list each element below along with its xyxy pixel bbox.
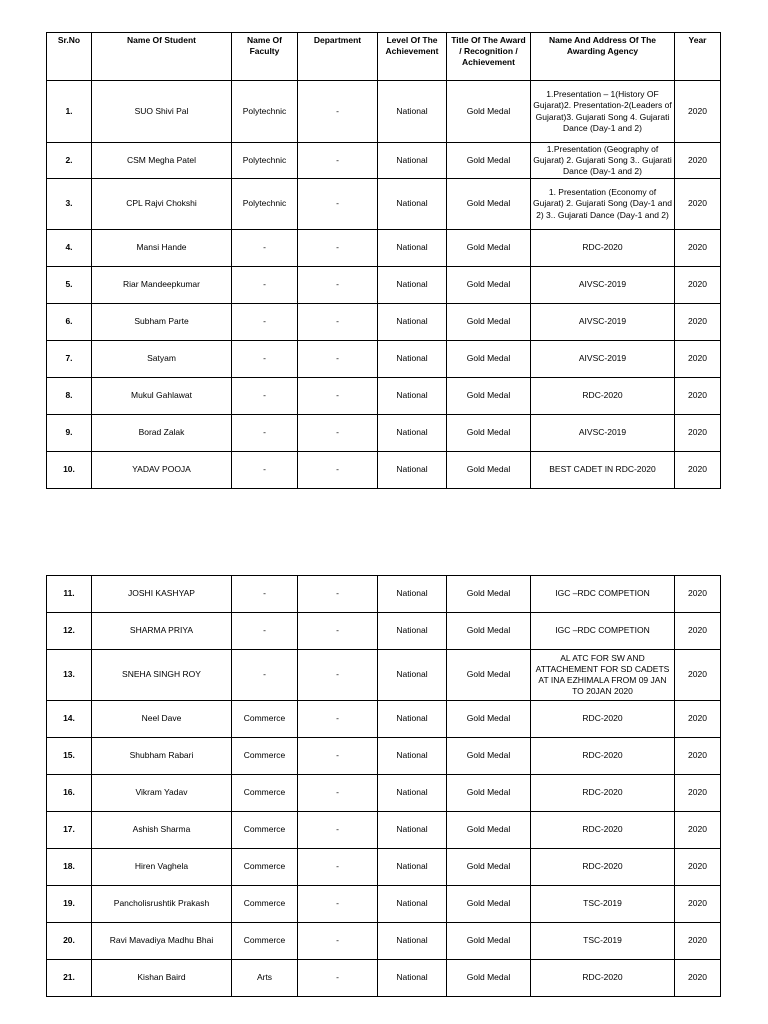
cell-faculty: Commerce [232,775,298,812]
cell-department: - [298,81,378,143]
cell-awarding-agency: RDC-2020 [531,701,675,738]
table-row [47,812,721,849]
cell-faculty: - [232,341,298,378]
cell-department: - [298,701,378,738]
cell-sr-no: 20. [47,923,92,960]
cell-awarding-agency: TSC-2019 [531,923,675,960]
cell-awarding-agency: RDC-2020 [531,812,675,849]
cell-student-name: Shubham Rabari [92,738,232,775]
header-faculty: Name Of Faculty [232,33,298,81]
cell-awarding-agency: AIVSC-2019 [531,341,675,378]
cell-department: - [298,452,378,489]
cell-year: 2020 [675,960,721,997]
cell-sr-no: 15. [47,738,92,775]
cell-year: 2020 [675,179,721,230]
cell-student-name: Ashish Sharma [92,812,232,849]
cell-faculty: - [232,230,298,267]
cell-faculty: - [232,650,298,701]
cell-student-name: SHARMA PRIYA [92,613,232,650]
cell-award-title: Gold Medal [447,230,531,267]
cell-awarding-agency: RDC-2020 [531,960,675,997]
table-row [47,650,721,701]
cell-student-name: Mukul Gahlawat [92,378,232,415]
cell-student-name: Ravi Mavadiya Madhu Bhai [92,923,232,960]
cell-faculty: - [232,378,298,415]
cell-awarding-agency: RDC-2020 [531,738,675,775]
cell-sr-no: 19. [47,886,92,923]
cell-student-name: SNEHA SINGH ROY [92,650,232,701]
cell-student-name: Vikram Yadav [92,775,232,812]
cell-faculty: - [232,304,298,341]
cell-award-title: Gold Medal [447,775,531,812]
cell-year: 2020 [675,775,721,812]
cell-student-name: Kishan Baird [92,960,232,997]
table-row [47,179,721,230]
table-2-body [47,576,721,997]
cell-student-name: Hiren Vaghela [92,849,232,886]
cell-level: National [378,812,447,849]
cell-student-name: JOSHI KASHYAP [92,576,232,613]
cell-year: 2020 [675,230,721,267]
cell-student-name: Riar Mandeepkumar [92,267,232,304]
cell-department: - [298,341,378,378]
cell-student-name: YADAV POOJA [92,452,232,489]
cell-department: - [298,415,378,452]
cell-level: National [378,923,447,960]
cell-level: National [378,452,447,489]
cell-faculty: - [232,452,298,489]
cell-award-title: Gold Medal [447,613,531,650]
table-row [47,415,721,452]
cell-sr-no: 14. [47,701,92,738]
cell-awarding-agency: TSC-2019 [531,886,675,923]
table-row [47,576,721,613]
cell-awarding-agency: RDC-2020 [531,849,675,886]
cell-sr-no: 9. [47,415,92,452]
cell-sr-no: 10. [47,452,92,489]
cell-year: 2020 [675,886,721,923]
table-row [47,341,721,378]
header-department: Department [298,33,378,81]
cell-department: - [298,576,378,613]
cell-level: National [378,849,447,886]
cell-sr-no: 6. [47,304,92,341]
cell-year: 2020 [675,650,721,701]
cell-department: - [298,886,378,923]
table-header-row [47,33,721,81]
cell-awarding-agency: 1. Presentation (Economy of Gujarat) 2. Gujarati Song (Day-1 and 2) 3.. Gujarati Dance (Day-1 and 2) [531,179,675,230]
cell-level: National [378,960,447,997]
cell-awarding-agency: RDC-2020 [531,775,675,812]
cell-level: National [378,341,447,378]
cell-faculty: Commerce [232,738,298,775]
table-row [47,81,721,143]
cell-award-title: Gold Medal [447,81,531,143]
cell-sr-no: 5. [47,267,92,304]
cell-year: 2020 [675,576,721,613]
cell-department: - [298,738,378,775]
cell-year: 2020 [675,452,721,489]
cell-year: 2020 [675,143,721,179]
cell-awarding-agency: IGC –RDC COMPETION [531,613,675,650]
cell-department: - [298,812,378,849]
cell-year: 2020 [675,341,721,378]
cell-year: 2020 [675,304,721,341]
cell-student-name: Neel Dave [92,701,232,738]
cell-awarding-agency: 1.Presentation – 1(History OF Gujarat)2. Presentation-2(Leaders of Gujarat)3. Gujarati Song 4. Gujarati Dance (Day-1 and 2) [531,81,675,143]
cell-sr-no: 11. [47,576,92,613]
cell-award-title: Gold Medal [447,304,531,341]
cell-year: 2020 [675,738,721,775]
cell-sr-no: 18. [47,849,92,886]
cell-sr-no: 21. [47,960,92,997]
cell-student-name: Satyam [92,341,232,378]
cell-level: National [378,81,447,143]
cell-level: National [378,576,447,613]
cell-faculty: Arts [232,960,298,997]
cell-award-title: Gold Medal [447,415,531,452]
cell-sr-no: 16. [47,775,92,812]
header-year: Year [675,33,721,81]
cell-faculty: Commerce [232,923,298,960]
cell-sr-no: 7. [47,341,92,378]
cell-award-title: Gold Medal [447,923,531,960]
table-row [47,738,721,775]
cell-faculty: Commerce [232,701,298,738]
cell-faculty: Commerce [232,886,298,923]
cell-department: - [298,613,378,650]
cell-awarding-agency: RDC-2020 [531,378,675,415]
table-1-body [47,81,721,489]
cell-student-name: SUO Shivi Pal [92,81,232,143]
cell-award-title: Gold Medal [447,378,531,415]
cell-year: 2020 [675,849,721,886]
cell-faculty: Commerce [232,849,298,886]
cell-faculty: Commerce [232,812,298,849]
cell-year: 2020 [675,415,721,452]
cell-sr-no: 1. [47,81,92,143]
achievements-table-1 [46,32,721,489]
cell-department: - [298,304,378,341]
cell-awarding-agency: AIVSC-2019 [531,267,675,304]
table-row [47,378,721,415]
cell-sr-no: 4. [47,230,92,267]
cell-level: National [378,267,447,304]
table-row [47,267,721,304]
cell-year: 2020 [675,613,721,650]
cell-department: - [298,849,378,886]
cell-year: 2020 [675,378,721,415]
cell-department: - [298,775,378,812]
cell-sr-no: 12. [47,613,92,650]
cell-level: National [378,230,447,267]
cell-student-name: Subham Parte [92,304,232,341]
cell-department: - [298,267,378,304]
cell-level: National [378,415,447,452]
cell-student-name: Borad Zalak [92,415,232,452]
table-row [47,960,721,997]
cell-award-title: Gold Medal [447,576,531,613]
cell-level: National [378,143,447,179]
cell-awarding-agency: 1.Presentation (Geography of Gujarat) 2. Gujarati Song 3.. Gujarati Dance (Day-1 and 2) [531,143,675,179]
cell-award-title: Gold Medal [447,267,531,304]
header-student-name: Name Of Student [92,33,232,81]
cell-awarding-agency: RDC-2020 [531,230,675,267]
cell-award-title: Gold Medal [447,341,531,378]
table-row [47,849,721,886]
cell-department: - [298,960,378,997]
cell-level: National [378,650,447,701]
cell-awarding-agency: AIVSC-2019 [531,304,675,341]
cell-faculty: - [232,267,298,304]
achievements-table-2 [46,575,721,997]
header-level: Level Of The Achievement [378,33,447,81]
cell-faculty: Polytechnic [232,143,298,179]
cell-student-name: Pancholisrushtik Prakash [92,886,232,923]
cell-award-title: Gold Medal [447,849,531,886]
table-row [47,143,721,179]
cell-department: - [298,923,378,960]
cell-year: 2020 [675,81,721,143]
cell-sr-no: 3. [47,179,92,230]
cell-sr-no: 17. [47,812,92,849]
cell-award-title: Gold Medal [447,452,531,489]
cell-level: National [378,775,447,812]
cell-faculty: Polytechnic [232,179,298,230]
cell-award-title: Gold Medal [447,143,531,179]
cell-sr-no: 2. [47,143,92,179]
cell-level: National [378,378,447,415]
table-row [47,886,721,923]
cell-student-name: Mansi Hande [92,230,232,267]
cell-awarding-agency: AIVSC-2019 [531,415,675,452]
cell-sr-no: 13. [47,650,92,701]
cell-department: - [298,378,378,415]
cell-department: - [298,230,378,267]
cell-level: National [378,701,447,738]
cell-award-title: Gold Medal [447,179,531,230]
cell-faculty: - [232,613,298,650]
cell-department: - [298,650,378,701]
cell-awarding-agency: AL ATC FOR SW AND ATTACHEMENT FOR SD CADETS AT INA EZHIMALA FROM 09 JAN TO 20JAN 2020 [531,650,675,701]
table-row [47,775,721,812]
table-row [47,701,721,738]
cell-department: - [298,179,378,230]
cell-award-title: Gold Medal [447,650,531,701]
cell-department: - [298,143,378,179]
cell-level: National [378,738,447,775]
table-row [47,923,721,960]
cell-award-title: Gold Medal [447,960,531,997]
cell-award-title: Gold Medal [447,701,531,738]
cell-award-title: Gold Medal [447,886,531,923]
cell-sr-no: 8. [47,378,92,415]
cell-student-name: CSM Megha Patel [92,143,232,179]
cell-student-name: CPL Rajvi Chokshi [92,179,232,230]
cell-award-title: Gold Medal [447,812,531,849]
cell-level: National [378,304,447,341]
cell-level: National [378,613,447,650]
header-awarding-agency: Name And Address Of The Awarding Agency [531,33,675,81]
table-row [47,452,721,489]
cell-awarding-agency: IGC –RDC COMPETION [531,576,675,613]
cell-year: 2020 [675,812,721,849]
cell-year: 2020 [675,923,721,960]
cell-year: 2020 [675,267,721,304]
cell-level: National [378,886,447,923]
cell-award-title: Gold Medal [447,738,531,775]
cell-faculty: - [232,576,298,613]
header-award-title: Title Of The Award / Recognition / Achievement [447,33,531,81]
cell-awarding-agency: BEST CADET IN RDC-2020 [531,452,675,489]
cell-faculty: - [232,415,298,452]
header-sr-no: Sr.No [47,33,92,81]
table-row [47,304,721,341]
cell-level: National [378,179,447,230]
table-row [47,230,721,267]
cell-faculty: Polytechnic [232,81,298,143]
table-row [47,613,721,650]
cell-year: 2020 [675,701,721,738]
